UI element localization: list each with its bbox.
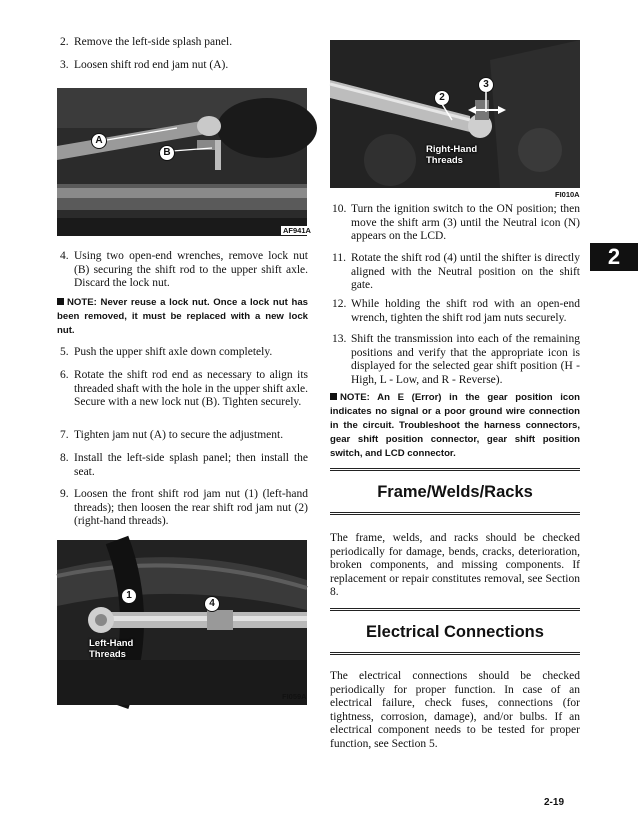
section-title: Frame/Welds/Racks — [377, 483, 533, 501]
step-text: Loosen shift rod end jam nut (A). — [74, 59, 229, 71]
section-frame-welds-racks — [330, 468, 580, 515]
note-error-icon — [330, 391, 580, 461]
step-4 — [60, 250, 308, 291]
section-title: Electrical Connections — [366, 623, 544, 641]
note-text: NOTE: Never reuse a lock nut. Once a lock nut has been removed, it must be replaced with a new lock nut. — [57, 297, 308, 336]
step-text: Install the left-side splash panel; then install the seat. — [74, 452, 308, 478]
electrical-paragraph: The electrical connections should be checked periodically for proper function. In case of an electrical failure, check fuses, connections (for tightness, corrosion, damage), and/or bulbs. If an electrical component needs to be tested for proper function, see Section 5. — [330, 670, 580, 750]
step-text: Rotate the shift rod end as necessary to align its threaded shaft with the hole in the upper shift axle. Secure with a new lock nut (B). Tighten securely. — [74, 369, 308, 408]
section-rule-top — [330, 608, 580, 611]
chapter-tab: 2 — [590, 243, 638, 271]
section-electrical-connections — [330, 608, 580, 655]
step-text: Tighten jam nut (A) to secure the adjustment. — [74, 429, 284, 441]
shift-rod-jam-nut-photo-illustration — [57, 540, 307, 705]
section-rule-bottom — [330, 512, 580, 515]
figure-id: AF941A — [283, 226, 311, 235]
step-10 — [332, 203, 580, 244]
step-5 — [60, 346, 308, 360]
figure-id: FI010A — [555, 190, 580, 199]
step-6 — [60, 369, 308, 410]
step-7 — [60, 429, 308, 443]
step-text: Using two open-end wrenches, remove lock nut (B) securing the shift rod to the upper shift axle. Discard the lock nut. — [74, 250, 308, 289]
note-bullet-icon — [330, 393, 337, 400]
step-number: 5. — [60, 346, 69, 358]
page-number: 2-19 — [544, 797, 565, 808]
shift-rod-photo-illustration — [57, 88, 307, 236]
step-text: Remove the left-side splash panel. — [74, 36, 233, 48]
step-number: 7. — [60, 429, 69, 441]
callout-4: 4 — [204, 596, 220, 612]
step-number: 10. — [332, 203, 347, 215]
callout-1: 1 — [121, 588, 137, 604]
figure-af941a-photo — [57, 88, 311, 236]
callout-b: B — [159, 145, 175, 161]
figure-fi059a-photo — [57, 540, 307, 705]
frame-paragraph: The frame, welds, and racks should be checked periodically for damage, bends, cracks, deterioration, broken components, and missing components. If replacement or repair constitutes removal, see Section 8. — [330, 532, 580, 598]
note-lock-nut — [57, 296, 308, 338]
step-number: 6. — [60, 369, 69, 381]
figure-id: FI059A — [282, 692, 307, 701]
step-text: Push the upper shift axle down completely. — [74, 346, 273, 358]
step-12 — [332, 298, 580, 325]
step-9 — [60, 488, 308, 529]
section-rule-bottom — [330, 652, 580, 655]
left-hand-threads-label: Left-Hand Threads — [89, 638, 134, 660]
section-rule-top — [330, 468, 580, 471]
figure-fi010a-photo — [330, 40, 580, 188]
step-text: Rotate the shift rod (4) until the shifter is directly aligned with the Neutral position on the shift gate. — [351, 252, 580, 291]
note-text: NOTE: An E (Error) in the gear position icon indicates no signal or a poor ground wire connection in the circuit. Troubleshoot the harness connectors, gear shift position connector, gear shift position switch, and LCD connector. — [330, 392, 580, 459]
step-number: 12. — [332, 298, 347, 310]
step-11 — [332, 252, 580, 293]
callout-3: 3 — [478, 77, 494, 93]
step-number: 3. — [60, 59, 69, 71]
step-text: Shift the transmission into each of the remaining positions and verify that the appropriate icon is displayed for the selected gear shift position (H - High, L - Low, and R - Reverse). — [351, 333, 580, 386]
step-text: Loosen the front shift rod jam nut (1) (left-hand threads); then loosen the rear shift rod jam nut (2) (right-hand threads). — [74, 488, 308, 527]
callout-2: 2 — [434, 90, 450, 106]
step-13 — [332, 333, 580, 387]
step-8 — [60, 452, 308, 479]
right-hand-threads-label: Right-Hand Threads — [426, 144, 478, 166]
step-number: 2. — [60, 36, 69, 48]
step-text: While holding the shift rod with an open-end wrench, tighten the shift rod jam nuts securely. — [351, 298, 580, 324]
step-2 — [60, 36, 308, 50]
step-number: 8. — [60, 452, 69, 464]
step-number: 4. — [60, 250, 69, 262]
callout-a: A — [91, 133, 107, 149]
step-number: 13. — [332, 333, 347, 345]
step-number: 11. — [332, 252, 346, 264]
step-text: Turn the ignition switch to the ON position; then move the shift arm (3) until the Neutral icon (N) appears on the LCD. — [351, 203, 580, 242]
step-number: 9. — [60, 488, 69, 500]
note-bullet-icon — [57, 298, 64, 305]
step-3 — [60, 59, 308, 73]
